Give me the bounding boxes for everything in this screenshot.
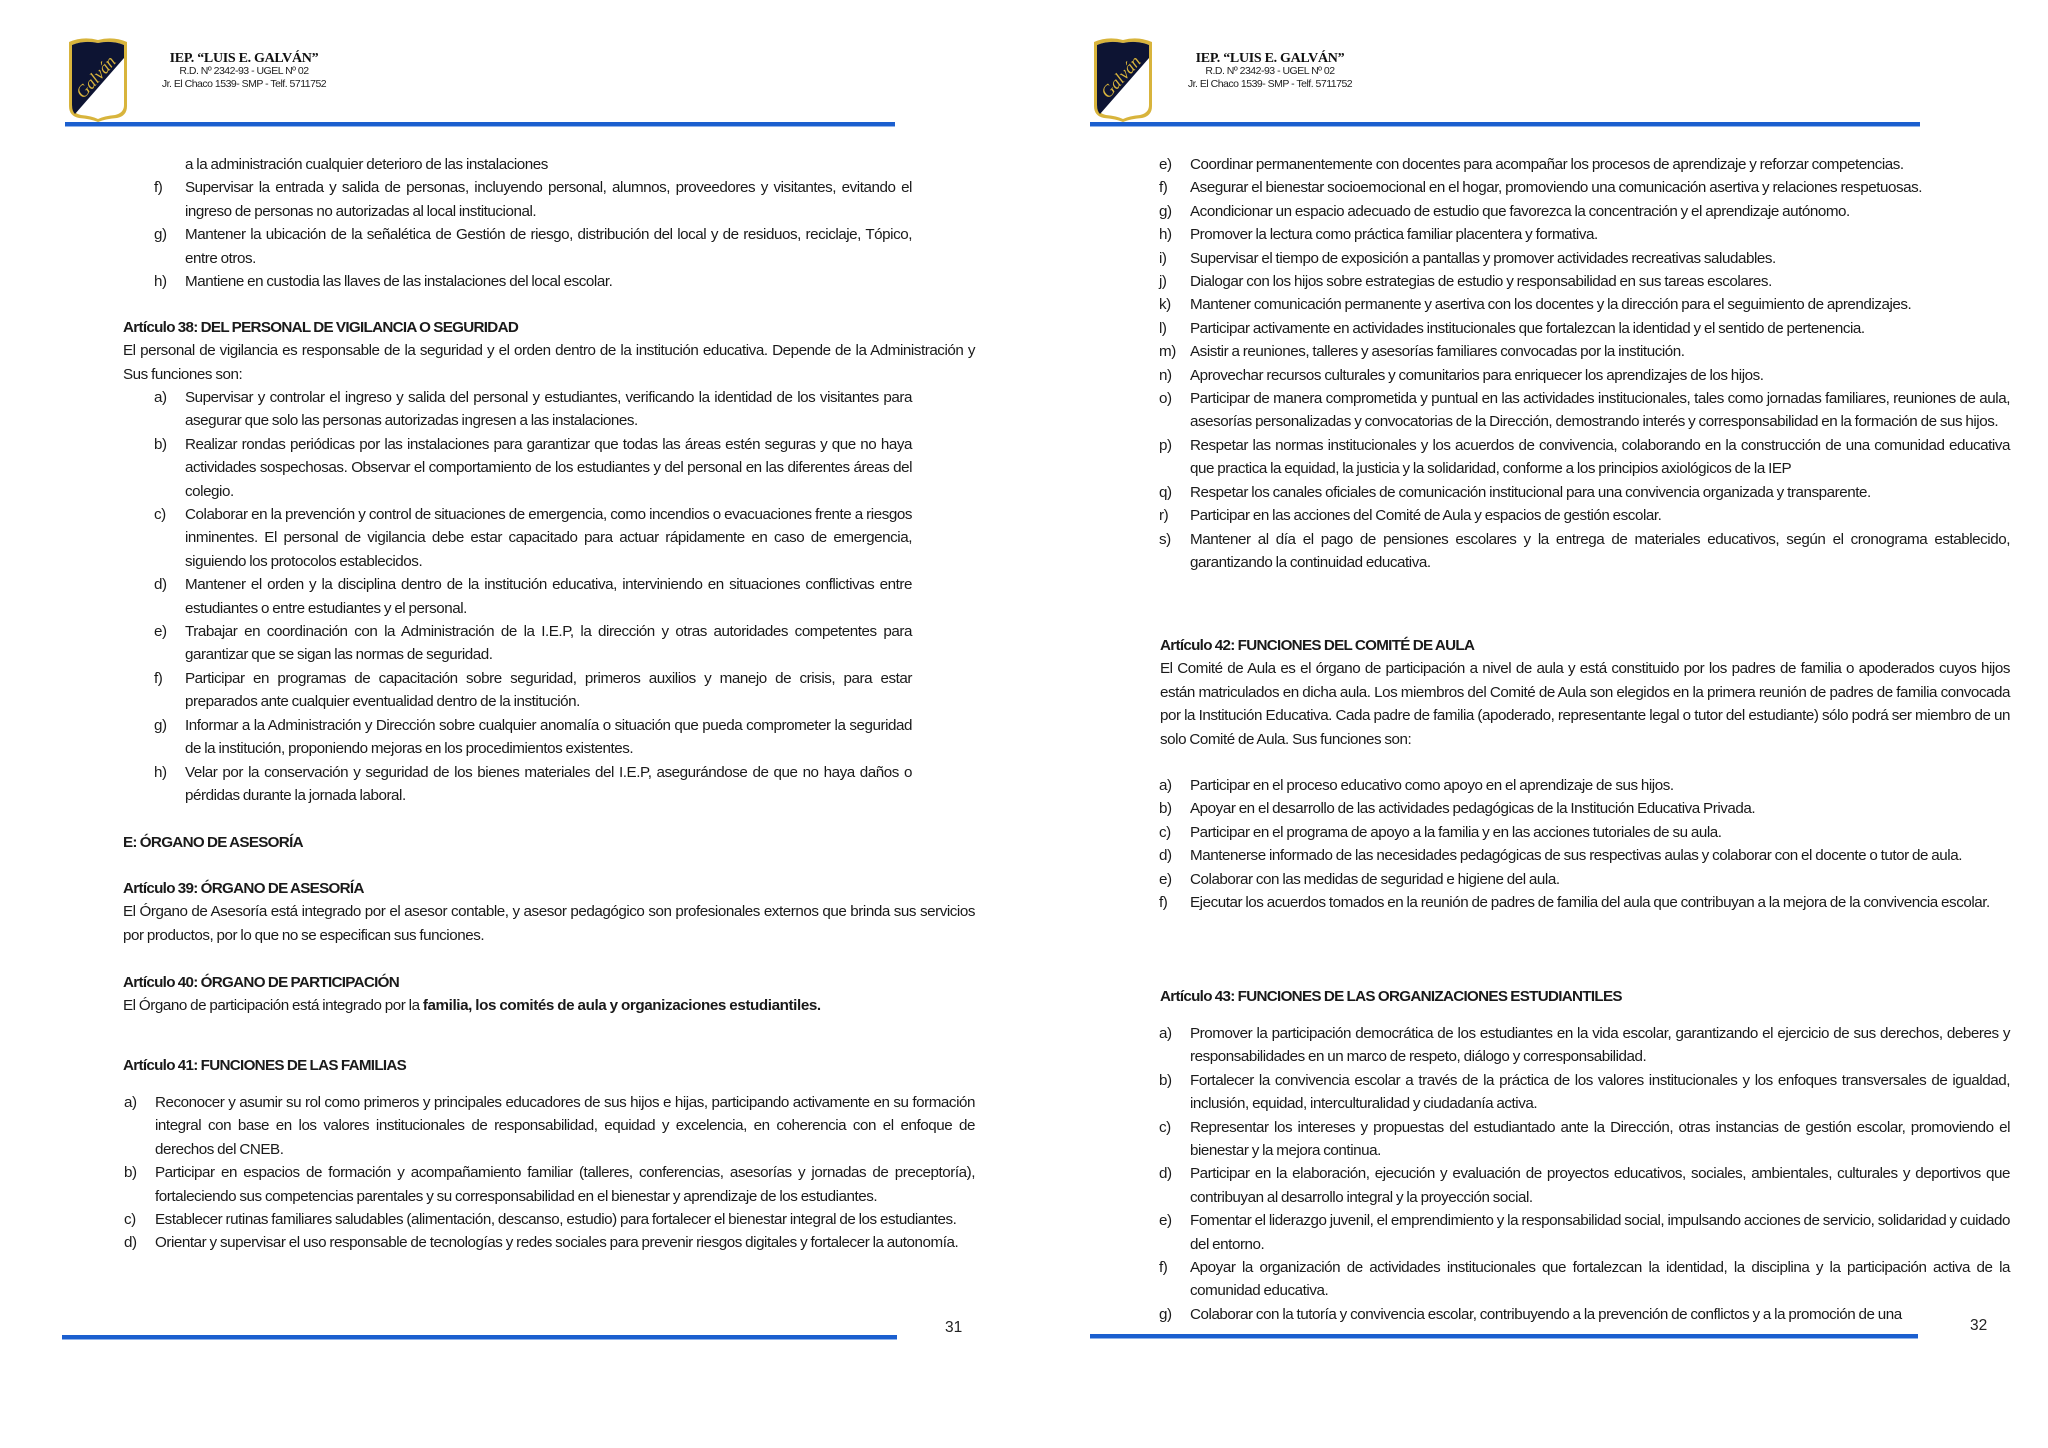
article-43-heading: Artículo 43: FUNCIONES DE LAS ORGANIZACIONES ESTUDIANTILES (1160, 988, 1622, 1005)
letterhead (124, 52, 364, 91)
article-41-list-continued (1159, 153, 2010, 574)
list-item: g) Mantener la ubicación de la señalética de Gestión de riesgo, distribución del local y de residuos, reciclaje, Tópico, entre otros. (154, 226, 912, 267)
list-item: a) Promover la participación democrática de los estudiantes en la vida escolar, garantizando el ejercicio de sus derechos, deberes y responsabilidades en un marco de respeto, diálogo y corresponsabilidad. (1159, 1025, 2010, 1066)
footer-rule (1090, 1334, 1918, 1339)
list-item: a) Supervisar y controlar el ingreso y salida del personal y estudiantes, verificando la identidad de los visitantes para asegurar que solo las personas autorizadas ingresen a las instalaciones. (154, 389, 912, 430)
article-42 (1160, 634, 2010, 751)
continued-text: a la administración cualquier deterioro de las instalaciones (185, 156, 548, 173)
article-38-list (154, 386, 912, 807)
list-item: j) Dialogar con los hijos sobre estrategias de estudio y responsabilidad en sus tareas escolares. (1159, 273, 1772, 291)
article-39 (123, 877, 975, 947)
list-item: h) Mantiene en custodia las llaves de las instalaciones del local escolar. (154, 273, 613, 291)
list-item: c) Representar los intereses y propuestas del estudiantado ante la Dirección, otras instancias de gestión escolar, promoviendo el bienestar y la mejora continua. (1159, 1118, 2010, 1160)
article-heading: Artículo 39: ÓRGANO DE ASESORÍA (123, 880, 364, 897)
list-item: b) Participar en espacios de formación y acompañamiento familiar (talleres, conferencias, asesorías y jornadas de preceptoría), fortaleciendo sus competencias parentales y su corresponsabilidad en el bienestar y aprendizaje de los estudiantes. (124, 1164, 975, 1205)
list-item: f) Ejecutar los acuerdos tomados en la reunión de padres de familia del aula que contribuyan a la mejora de la convivencia escolar. (1159, 894, 1990, 912)
article-42-list (1159, 774, 2010, 914)
list-item: c) Establecer rutinas familiares saludables (alimentación, descanso, estudio) para fortalecer el bienestar integral de los estudiantes. (124, 1211, 957, 1229)
article-40 (123, 971, 975, 1018)
svg-text:Galván: Galván (1097, 52, 1145, 102)
list-item: o) Participar de manera comprometida y puntual en las actividades institucionales, tales como jornadas familiares, reuniones de aula, asesorías personalizadas y convocatorias de la Dirección, demostrando interés y corresponsabilidad en la formación de sus hijos. (1159, 390, 2010, 431)
list-item: l) Participar activamente en actividades institucionales que fortalezcan la identidad y el sentido de pertenencia. (1159, 319, 1865, 337)
page-number: 31 (945, 1319, 963, 1336)
list-item: e) Colaborar con las medidas de seguridad e higiene del aula. (1159, 870, 1560, 888)
list-item: q) Respetar los canales oficiales de comunicación institucional para una convivencia organizada y transparente. (1159, 483, 1871, 501)
list-item: g) Acondicionar un espacio adecuado de estudio que favorezca la concentración y el aprendizaje autónomo. (1159, 202, 1850, 220)
article-text: El Órgano de Asesoría está integrado por el asesor contable, y asesor pedagógico son profesionales externos que brinda sus servicios por productos, por lo que no se especifican sus funciones. (123, 903, 975, 944)
list-item: d) Mantener el orden y la disciplina dentro de la institución educativa, interviniendo en situaciones conflictivas entre estudiantes o entre estudiantes y el personal. (154, 576, 912, 617)
list-item: b) Realizar rondas periódicas por las instalaciones para garantizar que todas las áreas estén seguras y que no haya actividades sospechosas. Observar el comportamiento de los estudiantes y del personal en las diferentes áreas del colegio. (154, 435, 912, 500)
school-name: IEP. “LUIS E. GALVÁN” (1195, 51, 1345, 66)
list-item: k) Mantener comunicación permanente y asertiva con los docentes y la dirección para el seguimiento de aprendizajes. (1159, 296, 1912, 314)
letterhead (1150, 52, 1390, 91)
list-item: c) Colaborar en la prevención y control de situaciones de emergencia, como incendios o evacuaciones frente a riesgos inminentes. El personal de vigilancia debe estar capacitado para actuar rápidamente en caso de emergencia, siguiendo los protocolos establecidos. (154, 506, 912, 570)
list-item: e) Fomentar el liderazgo juvenil, el emprendimiento y la responsabilidad social, impulsando acciones de servicio, solidaridad y cuidado del entorno. (1159, 1212, 2010, 1253)
school-name: IEP. “LUIS E. GALVÁN” (169, 51, 319, 66)
list-item: e) Trabajar en coordinación con la Administración de la I.E.P, la dirección y otras autoridades competentes para garantizar que se sigan las normas de seguridad. (154, 623, 912, 664)
continued-items (154, 153, 912, 293)
list-item: g) Informar a la Administración y Dirección sobre cualquier anomalía o situación que pueda comprometer la seguridad de la institución, proponiendo mejoras en los procedimientos existentes. (154, 716, 912, 758)
list-item: a) Participar en el proceso educativo como apoyo en el aprendizaje de sus hijos. (1159, 777, 1674, 794)
list-item: e) Coordinar permanentemente con docentes para acompañar los procesos de aprendizaje y reforzar competencias. (1159, 156, 1904, 173)
list-item: d) Participar en la elaboración, ejecución y evaluación de proyectos educativos, sociales, ambientales, culturales y deportivos que contribuyan al desarrollo integral y la proyección social. (1159, 1165, 2010, 1206)
section-heading: E: ÓRGANO DE ASESORÍA (123, 834, 303, 851)
article-text: El Órgano de participación está integrado por la familia, los comités de aula y organizaciones estudiantiles. (123, 997, 821, 1015)
list-item: g) Colaborar con la tutoría y convivencia escolar, contribuyendo a la prevención de conflictos y a la promoción de una (1159, 1305, 1902, 1323)
footer-rule (62, 1335, 897, 1340)
list-item: b) Fortalecer la convivencia escolar a través de la práctica de los valores institucionales y los enfoques transversales de igualdad, inclusión, equidad, interculturalidad y ciudadanía activa. (1159, 1071, 2010, 1113)
school-address: Jr. El Chaco 1539- SMP - Telf. 5711752 (1187, 78, 1353, 90)
article-heading: Artículo 42: FUNCIONES DEL COMITÉ DE AULA (1160, 637, 1475, 654)
article-intro: El Comité de Aula es el órgano de participación a nivel de aula y está constituido por los padres de familia o apoderados cuyos hijos están matriculados en dicha aula. Los miembros del Comité de Aula son elegidos en la primera reunión de padres de familia convocada por la Institución Educativa. Cada padre de familia (apoderado, representante legal o tutor del estudiante) sólo podrá ser miembro de un solo Comité de Aula. Sus funciones son: (1160, 660, 2010, 748)
list-item: r) Participar en las acciones del Comité de Aula y espacios de gestión escolar. (1159, 507, 1662, 525)
school-crest-logo (65, 36, 131, 122)
school-crest-logo (1090, 36, 1156, 122)
list-item: d) Mantenerse informado de las necesidades pedagógicas de sus respectivas aulas y colaborar con el docente o tutor de aula. (1159, 847, 1962, 865)
list-item: h) Promover la lectura como práctica familiar placentera y formativa. (1159, 226, 1598, 244)
list-item: s) Mantener al día el pago de pensiones escolares y la entrega de materiales educativos, según el cronograma establecido, garantizando la continuidad educativa. (1159, 530, 2010, 571)
article-heading: Artículo 38: DEL PERSONAL DE VIGILANCIA O SEGURIDAD (123, 319, 519, 336)
list-item: d) Orientar y supervisar el uso responsable de tecnologías y redes sociales para prevenir riesgos digitales y fortalecer la autonomía. (124, 1234, 959, 1252)
list-item: f) Apoyar la organización de actividades institucionales que fortalezcan la identidad, la disciplina y la participación activa de la comunidad educativa. (1159, 1259, 2010, 1300)
article-41-list (124, 1091, 975, 1255)
list-item: f) Asegurar el bienestar socioemocional en el hogar, promoviendo una comunicación asertiva y relaciones respetuosas. (1159, 179, 1923, 197)
list-item: h) Velar por la conservación y seguridad de los bienes materiales del I.E.P, asegurándose de que no haya daños o pérdidas durante la jornada laboral. (154, 763, 912, 804)
list-item: a) Reconocer y asumir su rol como primeros y principales educadores de sus hijos e hijas, participando activamente en su formación integral con base en los valores institucionales de responsabilidad, equidad y excelencia, en coherencia con el enfoque de derechos del CNEB. (124, 1094, 975, 1158)
list-item: b) Apoyar en el desarrollo de las actividades pedagógicas de la Institución Educativa Privada. (1159, 800, 1756, 818)
header-rule (65, 122, 895, 127)
article-43-list (1159, 1022, 2010, 1326)
list-item: f) Participar en programas de capacitación sobre seguridad, primeros auxilios y manejo de crisis, para estar preparados ante cualquier eventualidad dentro de la institución. (154, 669, 912, 711)
article-intro: El personal de vigilancia es responsable de la seguridad y el orden dentro de la institución educativa. Depende de la Administración y Sus funciones son: (123, 342, 975, 383)
svg-text:Galván: Galván (72, 52, 120, 102)
list-item: f) Supervisar la entrada y salida de personas, incluyendo personal, alumnos, proveedores y visitantes, evitando el ingreso de personas no autorizadas al local institucional. (154, 179, 912, 220)
school-registration: R.D. Nº 2342-93 - UGEL Nº 02 (1205, 65, 1335, 77)
list-item: i) Supervisar el tiempo de exposición a pantallas y promover actividades recreativas saludables. (1159, 249, 1776, 267)
page-number: 32 (1970, 1317, 1988, 1334)
page-32 (1024, 0, 2048, 1448)
header-rule (1090, 122, 1920, 127)
list-item: n) Aprovechar recursos culturales y comunitarios para enriquecer los aprendizajes de los hijos. (1159, 366, 1764, 384)
school-registration: R.D. Nº 2342-93 - UGEL Nº 02 (179, 65, 309, 77)
school-address: Jr. El Chaco 1539- SMP - Telf. 5711752 (161, 78, 327, 90)
article-heading: Artículo 40: ÓRGANO DE PARTICIPACIÓN (123, 974, 400, 991)
bold-text: familia, los comités de aula y organizaciones estudiantiles. (422, 997, 821, 1015)
list-item: c) Participar en el programa de apoyo a la familia y en las acciones tutoriales de su aula. (1159, 823, 1722, 841)
article-38 (123, 316, 975, 386)
article-41-heading: Artículo 41: FUNCIONES DE LAS FAMILIAS (123, 1057, 407, 1074)
list-item: p) Respetar las normas institucionales y los acuerdos de convivencia, colaborando en la construcción de una comunidad educativa que practica la equidad, la justicia y la solidaridad, conforme a los principios axiológicos de la IEP (1159, 436, 2010, 478)
list-item: m) Asistir a reuniones, talleres y asesorías familiares convocadas por la institución. (1159, 343, 1685, 361)
